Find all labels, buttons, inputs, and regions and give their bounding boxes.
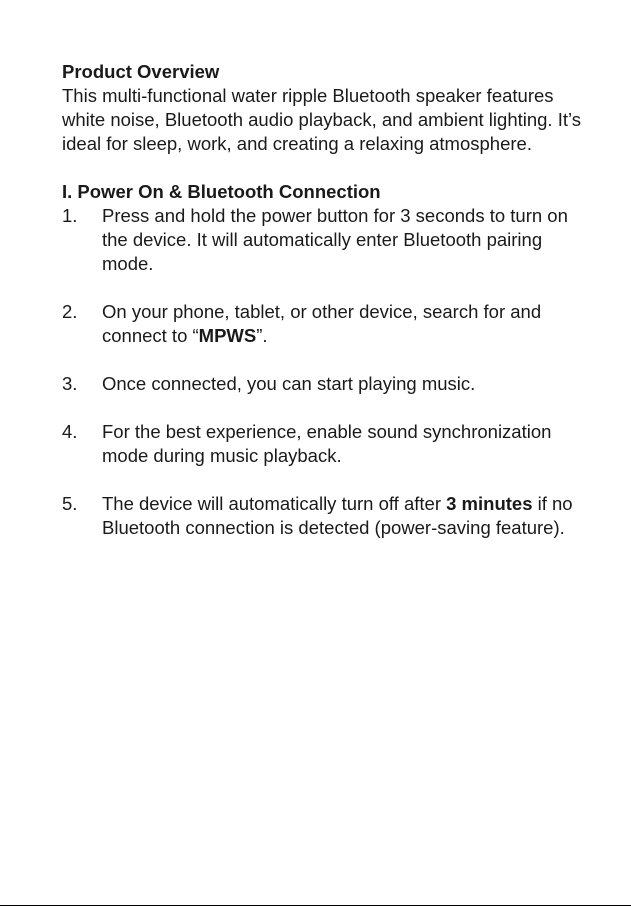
step-text-part: if no Bluetooth connection is detected (power-saving feature). xyxy=(102,493,573,538)
step-text-part: ”. xyxy=(256,325,268,346)
step-number: 1. xyxy=(62,205,78,226)
step-item xyxy=(62,204,582,276)
step-item xyxy=(62,372,582,396)
step-text xyxy=(102,300,582,348)
device-name: MPWS xyxy=(198,325,257,346)
overview-paragraph: This multi-functional water ripple Bluetooth speaker features white noise, Bluetooth audio playback, and ambient lighting. It’s ideal for sleep, work, and creating a relaxing atmosphere. xyxy=(62,85,582,154)
step-item xyxy=(62,420,582,468)
steps-list xyxy=(62,204,582,540)
step-number: 5. xyxy=(62,493,78,514)
manual-page xyxy=(62,60,582,564)
step-text: Press and hold the power button for 3 seconds to turn on the device. It will automatically enter Bluetooth pairing mode. xyxy=(102,205,568,274)
step-number: 3. xyxy=(62,373,78,394)
step-number: 4. xyxy=(62,421,78,442)
step-text-part: On your phone, tablet, or other device, search for and connect to “ xyxy=(102,301,542,346)
step-text: For the best experience, enable sound synchronization mode during music playback. xyxy=(102,421,552,466)
overview-heading: Product Overview xyxy=(62,61,220,82)
page-bottom-rule xyxy=(0,905,631,906)
timeout-duration: 3 minutes xyxy=(446,493,533,514)
step-text: Once connected, you can start playing music. xyxy=(102,373,476,394)
step-text-part: The device will automatically turn off after xyxy=(102,493,447,514)
step-text xyxy=(102,492,582,540)
section-heading: I. Power On & Bluetooth Connection xyxy=(62,181,381,202)
step-item xyxy=(62,300,582,348)
step-number: 2. xyxy=(62,301,78,322)
step-item xyxy=(62,492,582,540)
